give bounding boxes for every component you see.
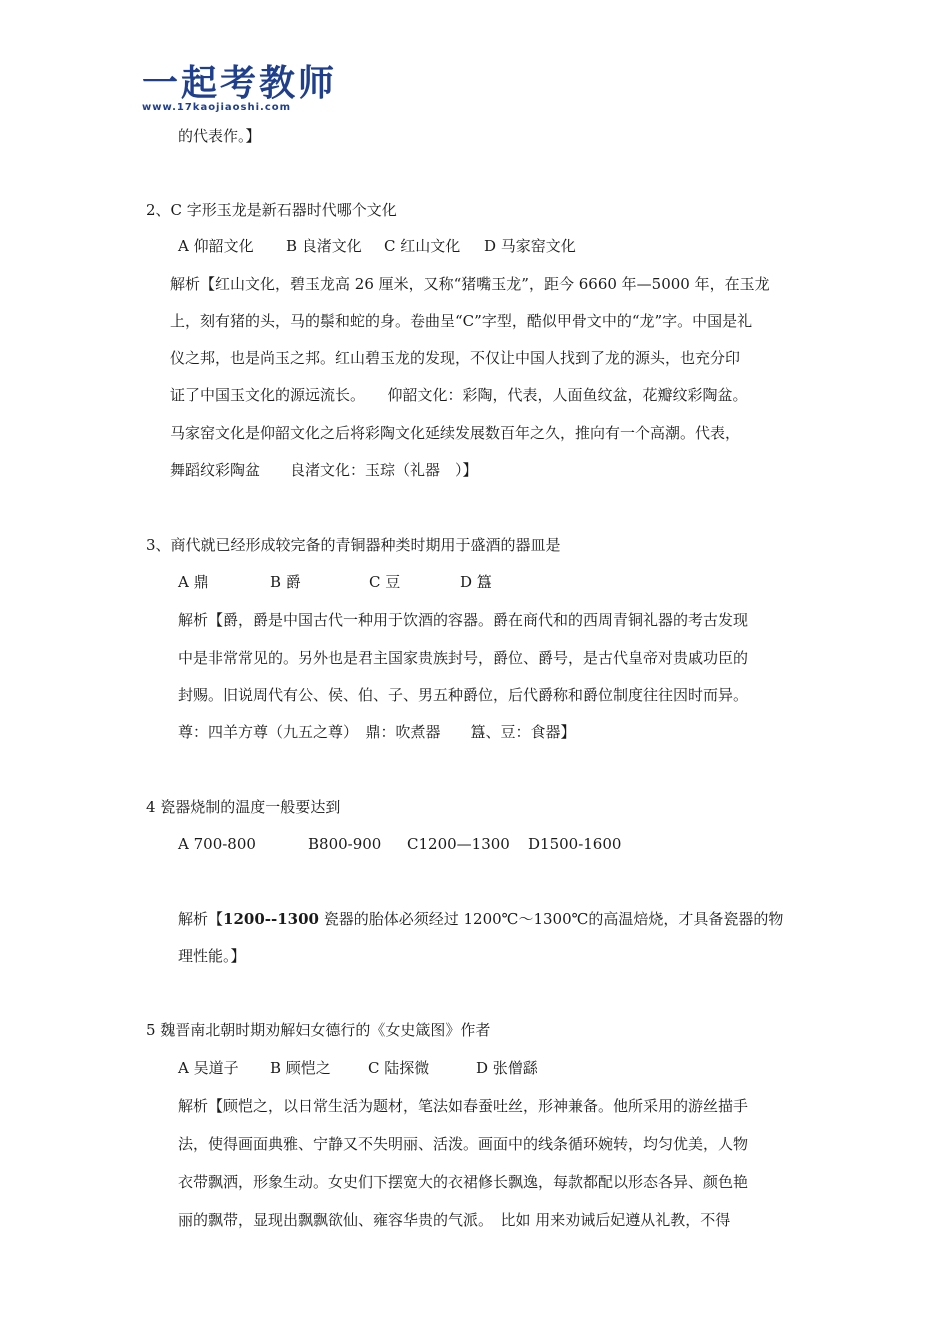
option-c: C 陆探微 <box>368 1059 430 1077</box>
question-3-options <box>178 572 492 592</box>
option-a: A 700-800 <box>178 835 256 853</box>
analysis-line: 上，刻有猪的头，马的鬃和蛇的身。卷曲呈“C”字型，酷似甲骨文中的“龙”字。中国是礼 <box>170 312 753 330</box>
option-d: D 簋 <box>460 573 492 591</box>
option-c: C1200—1300 <box>407 835 510 853</box>
analysis-line: 中是非常常见的。另外也是君主国家贵族封号，爵位、爵号，是古代皇帝对贵戚功臣的 <box>178 649 749 667</box>
option-b: B 爵 <box>270 573 301 591</box>
logo-url: www.17kaojiaoshi.com <box>142 102 292 113</box>
analysis-line: 仪之邦，也是尚玉之邦。红山碧玉龙的发现，不仅让中国人找到了龙的源头，也充分印 <box>170 349 741 367</box>
analysis-line: 丽的飘带，显现出飘飘欲仙、雍容华贵的气派。 比如 用来劝诫后妃遵从礼教，不得 <box>178 1211 731 1229</box>
question-3: 3、商代就已经形成较完备的青铜器种类时期用于盛酒的器皿是 <box>146 536 561 554</box>
analysis-line: 解析【爵，爵是中国古代一种用于饮酒的容器。爵在商代和的西周青铜礼器的考古发现 <box>178 611 749 629</box>
analysis-text: 瓷器的胎体必须经过 1200℃～1300℃的高温焙烧，才具备瓷器的物 <box>318 910 784 928</box>
option-a: A 吴道子 <box>178 1059 239 1077</box>
logo-text: 一起考教师 <box>142 63 338 104</box>
option-d: D 马家窑文化 <box>484 237 576 255</box>
question-4: 4 瓷器烧制的温度一般要达到 <box>146 798 341 816</box>
analysis-line: 尊：四羊方尊（九五之尊） 鼎：吹煮器 簋、豆：食器】 <box>178 723 576 741</box>
question-2-options <box>178 236 576 256</box>
option-d: D 张僧繇 <box>476 1059 538 1077</box>
analysis-line: 衣带飘洒，形象生动。女史们下摆宽大的衣裙修长飘逸，每款都配以形态各异、颜色艳 <box>178 1173 749 1191</box>
analysis-line: 证了中国玉文化的源远流长。 仰韶文化：彩陶，代表，人面鱼纹盆，花瓣纹彩陶盆。 <box>170 386 748 404</box>
analysis-line <box>178 909 783 929</box>
analysis-line: 舞蹈纹彩陶盆 良渚文化：玉琮（礼器 ）】 <box>170 461 478 479</box>
analysis-line: 马家窑文化是仰韶文化之后将彩陶文化延续发展数百年之久，推向有一个高潮。代表， <box>170 424 741 442</box>
option-c: C 红山文化 <box>384 237 461 255</box>
question-5: 5 魏晋南北朝时期劝解妇女德行的《女史箴图》作者 <box>146 1021 491 1039</box>
continuation-text: 的代表作。】 <box>178 127 261 145</box>
option-a: A 鼎 <box>178 573 209 591</box>
option-b: B800-900 <box>308 835 382 853</box>
option-d: D1500-1600 <box>528 835 622 853</box>
option-b: B 良渚文化 <box>286 237 362 255</box>
question-2: 2、C 字形玉龙是新石器时代哪个文化 <box>146 201 397 219</box>
option-a: A 仰韶文化 <box>178 237 254 255</box>
analysis-line: 封赐。旧说周代有公、侯、伯、子、男五种爵位，后代爵称和爵位制度往往因时而异。 <box>178 686 749 704</box>
analysis-prefix: 解析【 <box>178 910 224 928</box>
logo <box>142 64 337 113</box>
analysis-line: 法，使得画面典雅、宁静又不失明丽、活泼。画面中的线条循环婉转，均匀优美，人物 <box>178 1135 749 1153</box>
analysis-answer: 1200--1300 <box>223 910 319 928</box>
option-c: C 豆 <box>369 573 401 591</box>
analysis-line: 解析【红山文化，碧玉龙高 26 厘米，又称“猪嘴玉龙”，距今 6660 年—5000 年，在玉龙 <box>170 275 770 293</box>
question-5-options <box>178 1058 538 1078</box>
analysis-line: 理性能。】 <box>178 947 246 965</box>
question-4-options <box>178 834 621 854</box>
option-b: B 顾恺之 <box>270 1059 331 1077</box>
analysis-line: 解析【顾恺之，以日常生活为题材，笔法如春蚕吐丝，形神兼备。他所采用的游丝描手 <box>178 1097 749 1115</box>
